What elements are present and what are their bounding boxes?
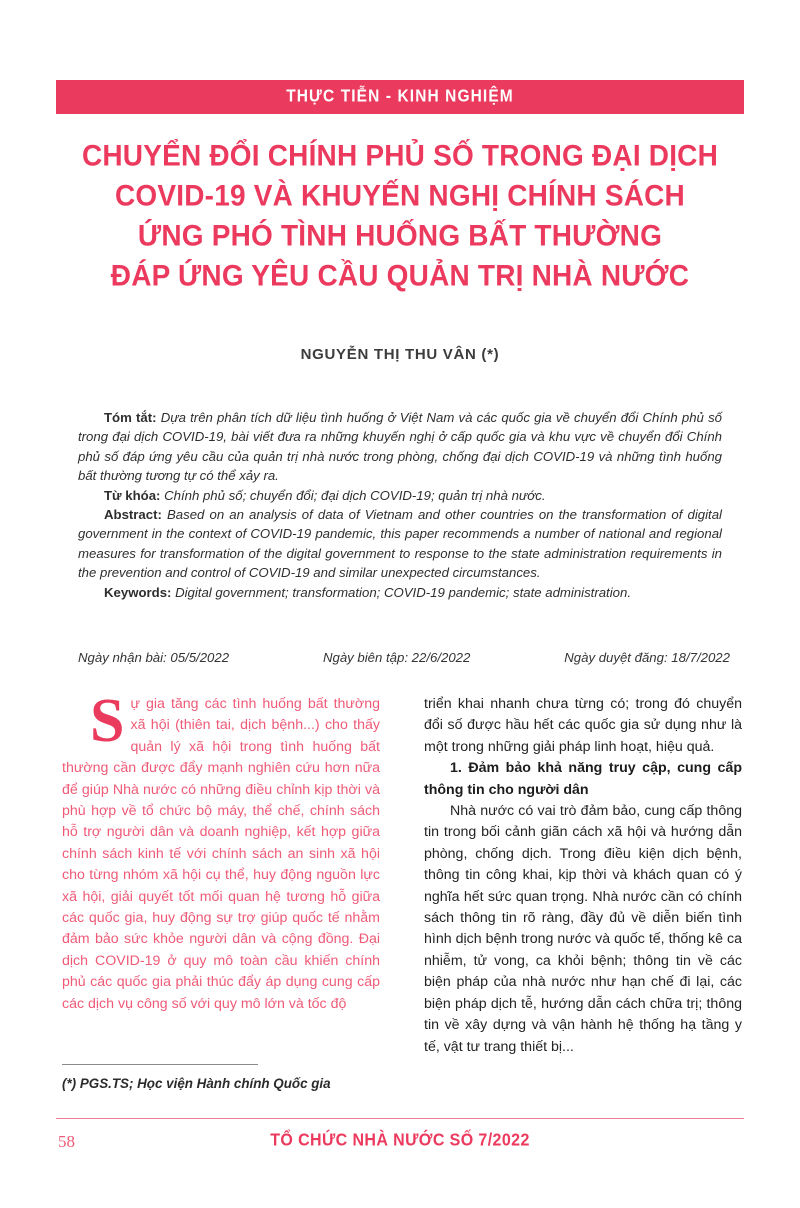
- section-banner: [56, 80, 744, 114]
- drop-cap: S: [90, 687, 125, 755]
- article-title-line-2: COVID-19 VÀ KHUYẾN NGHỊ CHÍNH SÁCH: [115, 179, 685, 212]
- body-column-left: [62, 687, 380, 1015]
- abstract-english-text: Based on an analysis of data of Vietnam and other countries on the transformation of digital government in the context of COVID-19 pandemic, this paper recommends a number of national and regional measures for transformation of the digital government to response to the state administration requirements in the prevention and control of COVID-19 and similar unexpected circumstances.: [78, 507, 722, 581]
- article-title-line-4: ĐÁP ỨNG YÊU CẦU QUẢN TRỊ NHÀ NƯỚC: [110, 259, 690, 292]
- body-subheading: [424, 758, 742, 801]
- abstract-keywords-label: Keywords:: [104, 584, 172, 600]
- body-subheading-text: 1. Đảm bảo khả năng truy cập, cung cấp thông tin cho người dân: [424, 760, 742, 798]
- abstract-tomtat: [78, 408, 722, 486]
- footnote-text: (*) PGS.TS; Học viện Hành chính Quốc gia: [62, 1076, 331, 1091]
- article-title-line-1: CHUYỂN ĐỔI CHÍNH PHỦ SỐ TRONG ĐẠI DỊCH: [81, 139, 719, 172]
- body-paragraph-left: ự gia tăng các tình huống bất thường xã hội (thiên tai, dịch bệnh...) cho thấy quản lý xã hội trong tình huống bất thường cần được đẩy mạnh nghiên cứu hơn nữa để giúp Nhà nước có những điều chỉnh kịp thời và phù hợp về tổ chức bộ máy, thể chế, chính sách hỗ trợ người dân và doanh nghiệp, kết hợp giữa chính sách kinh tế với chính sách an sinh xã hội cho từng nhóm xã hội cụ thể, huy động nguồn lực xã hội, giải quyết tốt mối quan hệ tương hỗ giữa các quốc gia, huy động sự trợ giúp quốc tế nhằm đảm bảo sức khỏe người dân và cộng đồng. Đại dịch COVID-19 ở quy mô toàn cầu khiến chính phủ các quốc gia phải thúc đẩy áp dụng cung cấp các dịch vụ công số với quy mô lớn và tốc độ: [62, 696, 380, 1012]
- body-paragraph-right-1: triển khai nhanh chưa từng có; trong đó chuyển đổi số được hầu hết các quốc gia sử dụng như là một trong những giải pháp linh hoạt, hiệu quả.: [424, 696, 742, 755]
- article-title-line-3: ỨNG PHÓ TÌNH HUỐNG BẤT THƯỜNG: [137, 219, 663, 252]
- footnote-divider: [62, 1064, 258, 1065]
- body-column-right: [424, 694, 742, 1058]
- abstract-tukhoa-label: Từ khóa:: [104, 487, 161, 503]
- article-title: [56, 136, 744, 296]
- abstract-english: [78, 505, 722, 583]
- abstract-tomtat-text: Dựa trên phân tích dữ liệu tình huống ở Việt Nam và các quốc gia về chuyển đổi Chính phủ số trong đại dịch COVID-19, bài viết đưa ra những khuyến nghị ở cấp quốc gia và khu vực về chuyển đổi Chính phủ số đáp ứng yêu cầu của quản trị nhà nước trong phòng, chống đại dịch COVID-19 và những tình huống bất thường tương tự có thể xảy ra.: [78, 410, 723, 484]
- abstract-block: [78, 408, 722, 602]
- body-columns: [62, 687, 742, 1094]
- body-paragraph-right-2: Nhà nước có vai trò đảm bảo, cung cấp thông tin trong bối cảnh giãn cách xã hội và hướng dẫn phòng, chống dịch. Trong điều kiện dịch bệnh, thông tin công khai, kịp thời và khách quan có ý nghĩa hết sức quan trọng. Nhà nước cần có chính sách thông tin rõ ràng, đầy đủ về diễn biến tình hình dịch bệnh trong nước và quốc tế, thống kê ca nhiễm, tử vong, ca khỏi bệnh; thông tin về các biện pháp của nhà nước như hạn chế đi lại, các biện pháp dịch tễ, hướng dẫn cách chữa trị; thông tin về xây dựng và vận hành hệ thống hạ tầng y tế, vật tư trang thiết bị...: [424, 803, 742, 1055]
- abstract-tukhoa-text: Chính phủ số; chuyển đổi; đại dịch COVID-19; quản trị nhà nước.: [160, 487, 546, 503]
- publication-dates: [78, 650, 730, 665]
- author-name: NGUYỄN THỊ THU VÂN (*): [300, 346, 500, 363]
- abstract-english-label: Abstract:: [104, 507, 162, 523]
- footer-divider: [56, 1118, 744, 1119]
- abstract-tukhoa: [78, 486, 722, 505]
- date-received: Ngày nhận bài: 05/5/2022: [78, 650, 230, 665]
- section-banner-label: THỰC TIỄN - KINH NGHIỆM: [286, 86, 514, 106]
- date-edited: Ngày biên tập: 22/6/2022: [322, 650, 471, 665]
- abstract-tomtat-label: Tóm tắt:: [104, 410, 157, 425]
- journal-footer-title: TỔ CHỨC NHÀ NƯỚC SỐ 7/2022: [270, 1131, 530, 1150]
- abstract-keywords: [78, 583, 722, 602]
- page-number: 58: [58, 1132, 75, 1151]
- abstract-keywords-text: Digital government; transformation; COVID-19 pandemic; state administration.: [171, 584, 631, 600]
- date-approved: Ngày duyệt đăng: 18/7/2022: [564, 650, 730, 665]
